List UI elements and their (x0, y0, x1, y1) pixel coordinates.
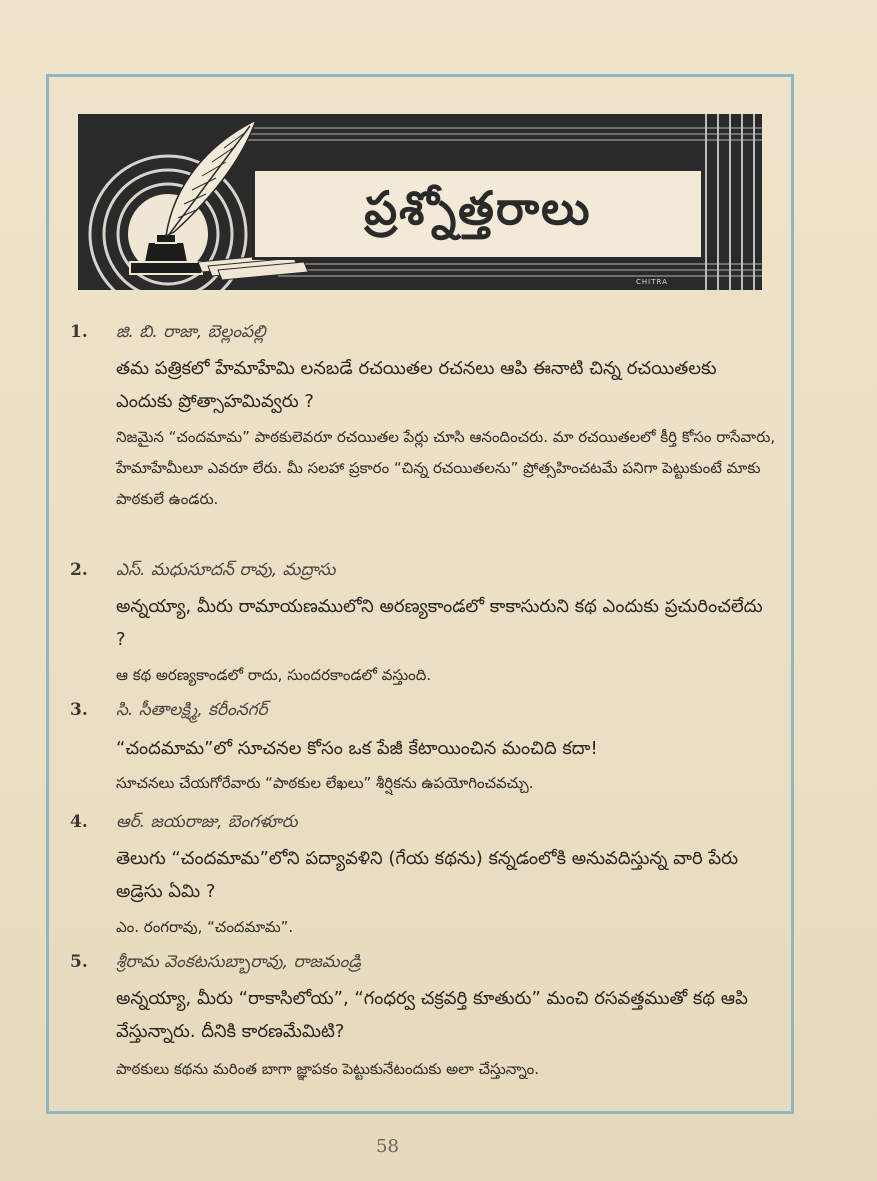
qa-asker: ఆర్. జయరాజు, బెంగళూరు (116, 812, 298, 832)
qa-asker: సి. సీతాలక్ష్మి, కరీంనగర్ (116, 700, 268, 720)
qa-number: 1. (70, 322, 88, 342)
qa-asker: శ్రీరామ వెంకటసుబ్బారావు, రాజమండ్రి (116, 952, 361, 972)
qa-answer: ఆ కథ అరణ్యకాండలో రాదు, సుందరకాండలో వస్తుంది. (116, 666, 432, 684)
page-number: 58 (376, 1136, 399, 1157)
qa-answer: సూచనలు చేయగోరేవారు “పాఠకుల లేఖలు” శీర్షికను ఉపయోగించవచ్చు. (116, 774, 534, 792)
qa-asker: ఎస్. మధుసూదన్ రావు, మద్రాసు (116, 560, 336, 580)
qa-question: తెలుగు “చందమామ”లోని పద్యావళిని (గేయ కథను) కన్నడంలోకి అనువదిస్తున్న వారి పేరు అడ్రెసు ఏమి ? (116, 848, 739, 902)
artist-credit: CHITRA (636, 278, 668, 286)
quill-feather-icon (166, 120, 256, 236)
qa-answer: పాఠకులు కథను మరింత బాగా జ్ఞాపకం పెట్టుకునేటందుకు అలా చేస్తున్నాం. (116, 1060, 540, 1078)
qa-asker: జి. బి. రాజా, బెల్లంపల్లి (116, 322, 266, 342)
page-title: ప్రశ్నోత్తరాలు (252, 168, 704, 260)
qa-number: 5. (70, 952, 88, 972)
qa-question: అన్నయ్యా, మీరు రామాయణములోని అరణ్యకాండలో కాకాసురుని కథ ఎందుకు ప్రచురించలేదు ? (116, 596, 763, 650)
qa-number: 4. (70, 812, 88, 832)
qa-number: 3. (70, 700, 88, 720)
qa-question: తమ పత్రికలో హేమాహేమి లనబడే రచయితల రచనలు ఆపి ఈనాటి చిన్న రచయితలకు ఎందుకు ప్రోత్సాహమివ్వరు ? (116, 358, 717, 412)
qa-answer: నిజమైన “చందమామ” పాఠకులెవరూ రచయితల పేర్లు చూసి ఆనందించరు. మా రచయితలలో కీర్తి కోసం రాసేవారు, హేమాహేమీలూ ఎవరూ లేరు. మీ సలహా ప్రకారం “చిన్న రచయితలను” ప్రోత్సహించటమే పనిగా పెట్టుకుంటే మాకు పాఠకులే ఉండరు. (116, 428, 776, 508)
qa-answer: ఎం. రంగరావు, “చందమామ”. (116, 918, 294, 936)
qa-number: 2. (70, 560, 88, 580)
qa-question: “చందమామ”లో సూచనల కోసం ఒక పేజీ కేటాయించిన మంచిది కదా! (116, 738, 598, 759)
qa-question: అన్నయ్యా, మీరు “రాకాసిలోయ”, “గంధర్వ చక్రవర్తి కూతురు” మంచి రసవత్తముతో కథ ఆపి వేస్తున్నారు. దీనికి కారణమేమిటి? (116, 988, 748, 1042)
